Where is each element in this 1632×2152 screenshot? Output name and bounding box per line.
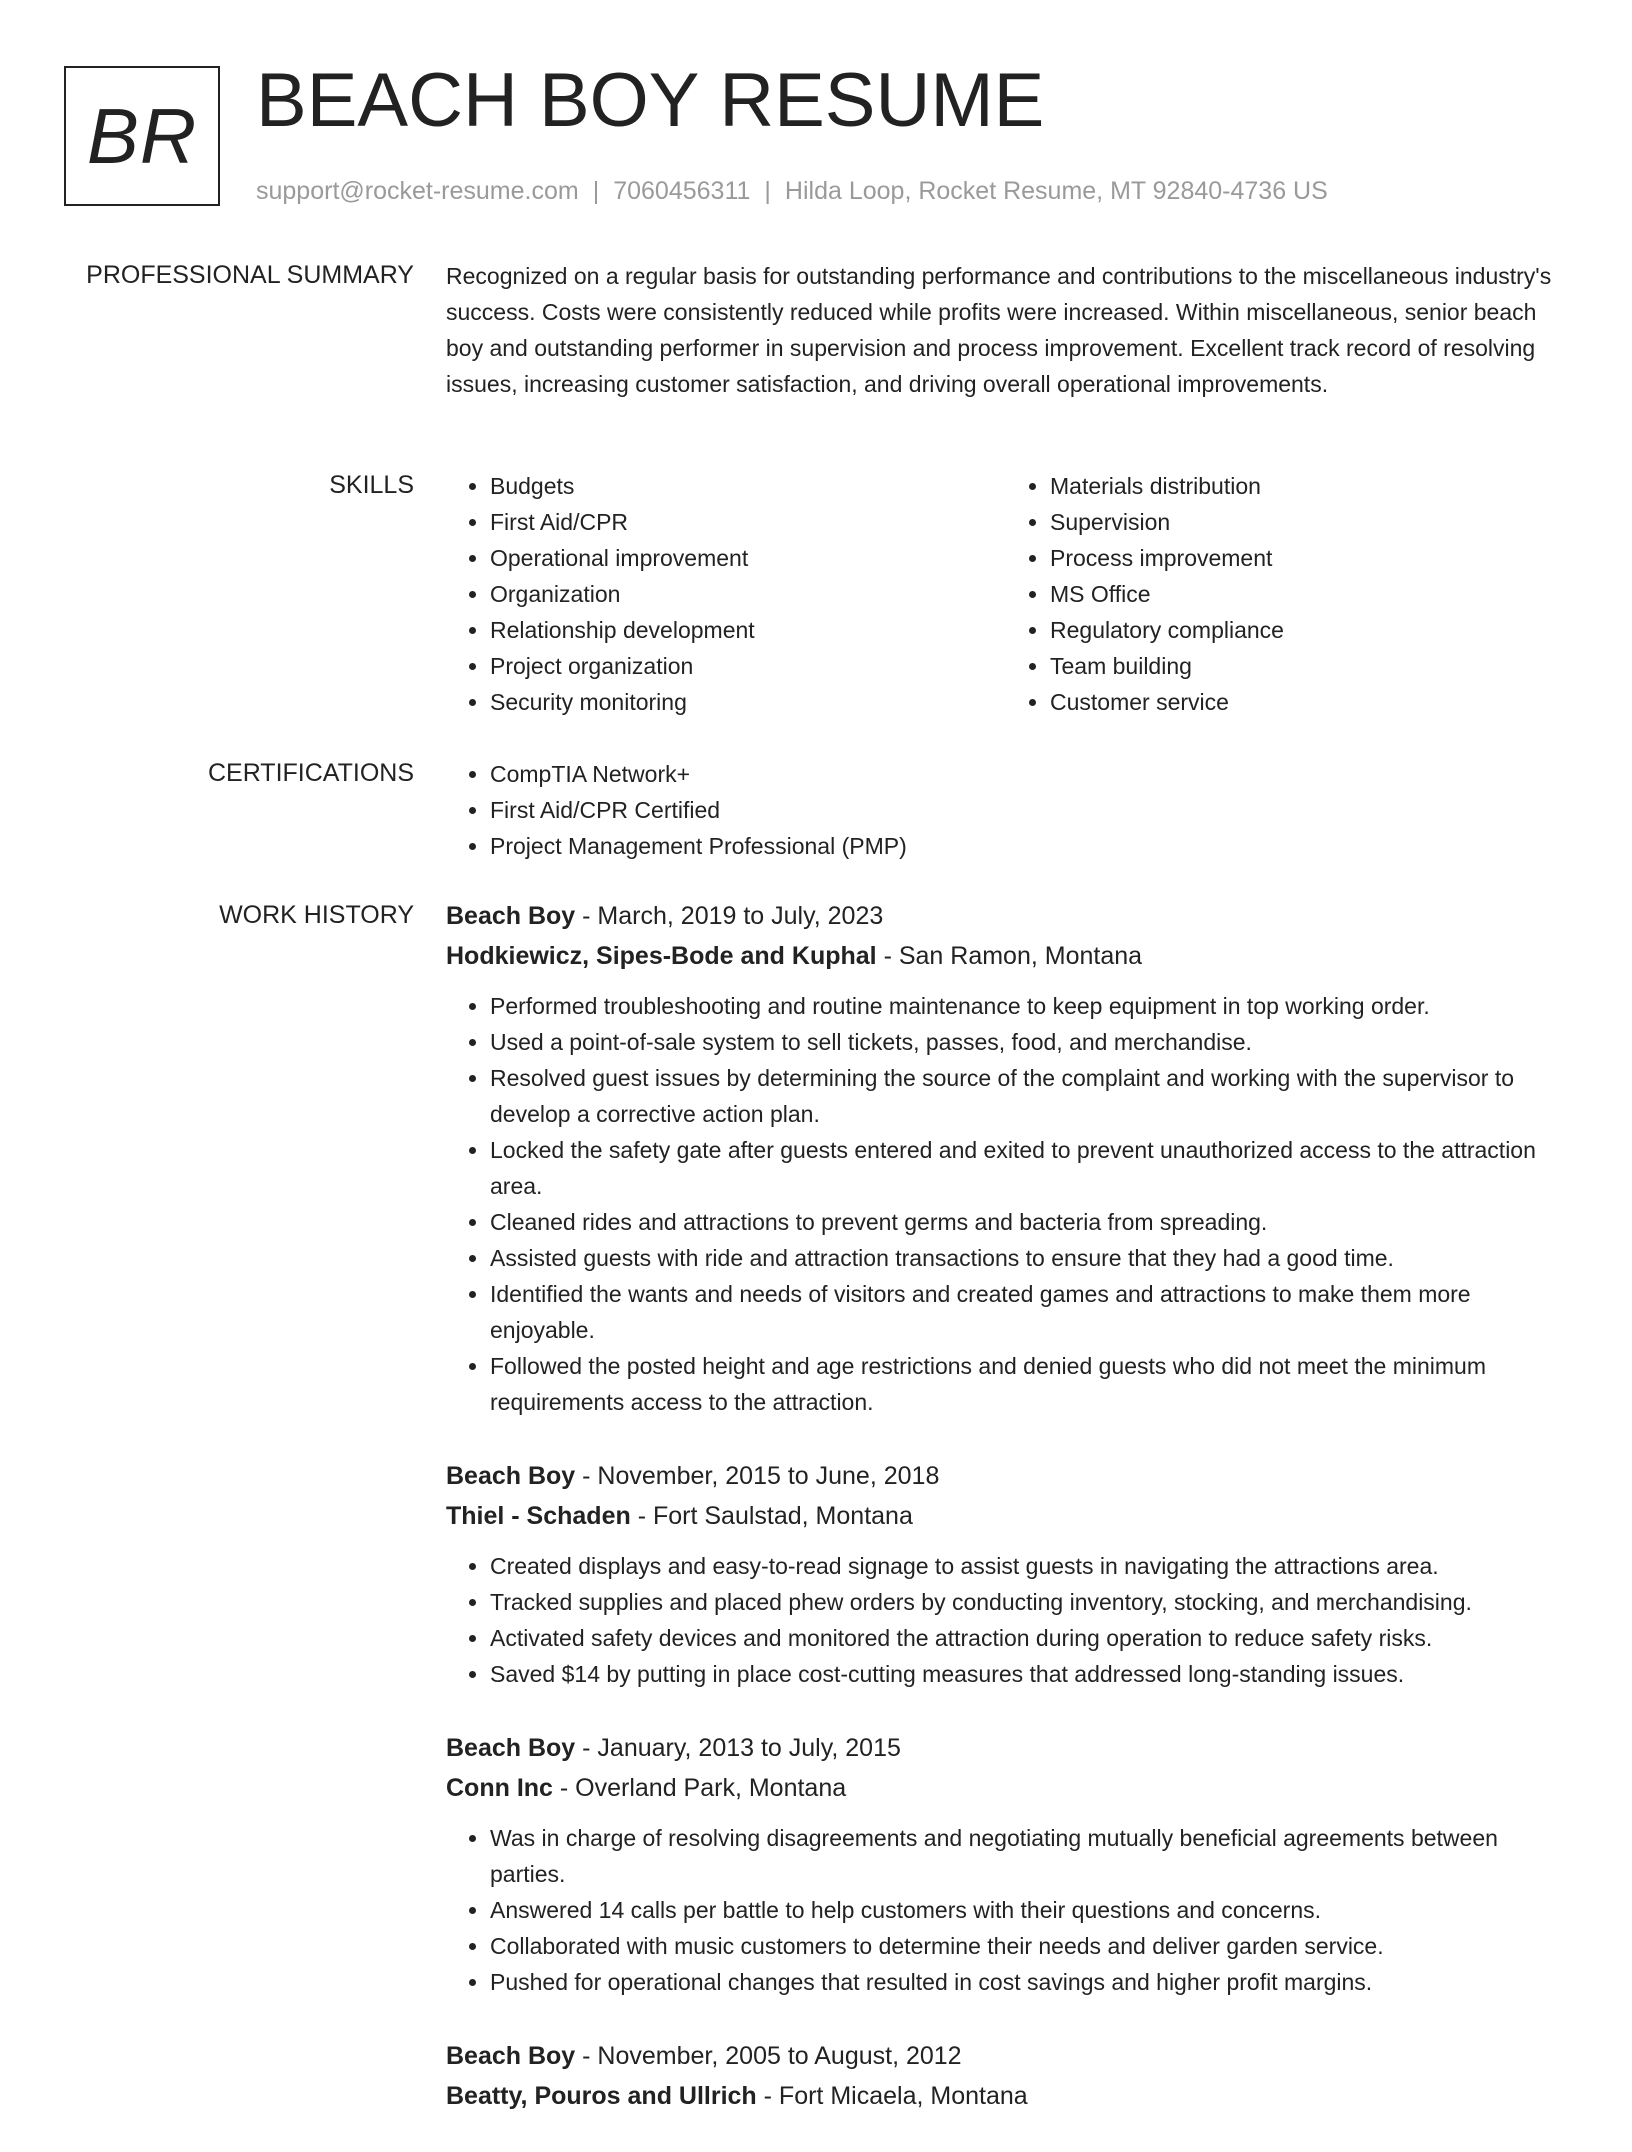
certification-item: • First Aid/CPR Certified [490,792,1566,828]
certification-item: • CompTIA Network+ [490,756,1566,792]
skill-item: • Process improvement [1050,540,1566,576]
skill-item: • Team building [1050,648,1566,684]
skills-title: SKILLS [329,471,414,499]
job-duty-item: • Answered 14 calls per battle to help customers with their questions and concerns. [490,1892,1566,1928]
skills-column-1 [446,468,1006,720]
job-location: - Fort Saulstad, Montana [630,1502,913,1530]
job-dates: - March, 2019 to July, 2023 [575,902,884,930]
resume-name: BEACH BOY RESUME [256,58,1045,143]
job-role: Beach Boy [446,1462,576,1490]
job-duty-item: • Followed the posted height and age restrictions and denied guests who did not meet the minimum requirements access to the attraction. [490,1348,1566,1420]
work-history-title: WORK HISTORY [219,901,414,929]
job-duty-item: • Collaborated with music customers to determine their needs and deliver garden service. [490,1928,1566,1964]
job-duty-item: • Tracked supplies and placed phew orders by conducting inventory, stocking, and merchandising. [490,1584,1566,1620]
certifications-title: CERTIFICATIONS [207,759,414,787]
certification-item: • Project Management Professional (PMP) [490,828,1566,864]
job-duty-item: • Resolved guest issues by determining the source of the complaint and working with the supervisor to develop a corrective action plan. [490,1060,1566,1132]
job-title-line [446,1728,1566,1768]
skill-item: • Relationship development [490,612,1006,648]
job-duty-item: • Activated safety devices and monitored the attraction during operation to reduce safety risks. [490,1620,1566,1656]
summary-title: PROFESSIONAL SUMMARY [86,261,414,289]
job-duty-item: • Performed troubleshooting and routine maintenance to keep equipment in top working order. [490,988,1566,1024]
job-duty-item: • Was in charge of resolving disagreements and negotiating mutually beneficial agreements between parties. [490,1820,1566,1892]
monogram-initials: BR [86,91,198,180]
job-duty-item: • Assisted guests with ride and attraction transactions to ensure that they had a good time. [490,1240,1566,1276]
skill-item: • Supervision [1050,504,1566,540]
skill-item: • Budgets [490,468,1006,504]
job-company-line [446,2076,1566,2116]
job-company: Beatty, Pouros and Ullrich [446,2082,757,2110]
job-company-line [446,1496,1566,1536]
skill-item: • Security monitoring [490,684,1006,720]
certifications-body [446,756,1566,864]
job-company-line [446,1768,1566,1808]
job-location: - Overland Park, Montana [552,1774,847,1802]
job-dates: - January, 2013 to July, 2015 [575,1734,901,1762]
summary-body [446,258,1566,402]
skill-item: • MS Office [1050,576,1566,612]
summary-text: Recognized on a regular basis for outstanding performance and contributions to the miscellaneous industry's success. Costs were consistently reduced while profits were increased. Within miscellaneous, senior beach boy and outstanding performer in supervision and process improvement. Excellent track record of resolving issues, increasing customer satisfaction, and driving overall operational improvements. [446,263,1552,397]
skill-item: • Operational improvement [490,540,1006,576]
job-duty-item: • Created displays and easy-to-read signage to assist guests in navigating the attractions area. [490,1548,1566,1584]
job-duties-list [446,1820,1566,2000]
job-company-line [446,936,1566,976]
monogram-box [64,66,220,206]
job-title-line [446,2036,1566,2076]
job-entry [446,2036,1566,2116]
job-company: Conn Inc [446,1774,553,1802]
job-location: - San Ramon, Montana [876,942,1143,970]
contact-line [256,174,1328,208]
certifications-list [446,756,1566,864]
job-duty-item: • Used a point-of-sale system to sell tickets, passes, food, and merchandise. [490,1024,1566,1060]
skill-item: • Materials distribution [1050,468,1566,504]
job-role: Beach Boy [446,2042,576,2070]
job-duties-list [446,988,1566,1420]
contact-email: support@rocket-resume.com [256,177,579,205]
job-role: Beach Boy [446,902,576,930]
job-role: Beach Boy [446,1734,576,1762]
skill-item: • Organization [490,576,1006,612]
job-entry [446,896,1566,1420]
skill-item: • Project organization [490,648,1006,684]
contact-address: Hilda Loop, Rocket Resume, MT 92840-4736 US [784,177,1328,205]
skills-body [446,468,1566,720]
job-duty-item: • Identified the wants and needs of visitors and created games and attractions to make them more enjoyable. [490,1276,1566,1348]
job-duties-list [446,1548,1566,1692]
skills-column-2 [1006,468,1566,720]
skill-item: • Regulatory compliance [1050,612,1566,648]
skill-item: • First Aid/CPR [490,504,1006,540]
job-company: Thiel - Schaden [446,1502,631,1530]
job-company: Hodkiewicz, Sipes-Bode and Kuphal [446,942,877,970]
job-duty-item: • Locked the safety gate after guests entered and exited to prevent unauthorized access to the attraction area. [490,1132,1566,1204]
job-title-line [446,1456,1566,1496]
job-dates: - November, 2015 to June, 2018 [575,1462,940,1490]
job-duty-item: • Saved $14 by putting in place cost-cutting measures that addressed long-standing issues. [490,1656,1566,1692]
work-history-body [446,896,1566,2152]
job-entry [446,1456,1566,1692]
job-dates: - November, 2005 to August, 2012 [575,2042,962,2070]
contact-separator: | [764,177,771,205]
job-entry [446,1728,1566,2000]
job-duty-item: • Pushed for operational changes that resulted in cost savings and higher profit margins. [490,1964,1566,2000]
job-duty-item: • Cleaned rides and attractions to prevent germs and bacteria from spreading. [490,1204,1566,1240]
contact-separator: | [592,177,600,205]
contact-phone: 7060456311 [613,177,751,205]
job-title-line [446,896,1566,936]
job-location: - Fort Micaela, Montana [756,2082,1028,2110]
skill-item: • Customer service [1050,684,1566,720]
